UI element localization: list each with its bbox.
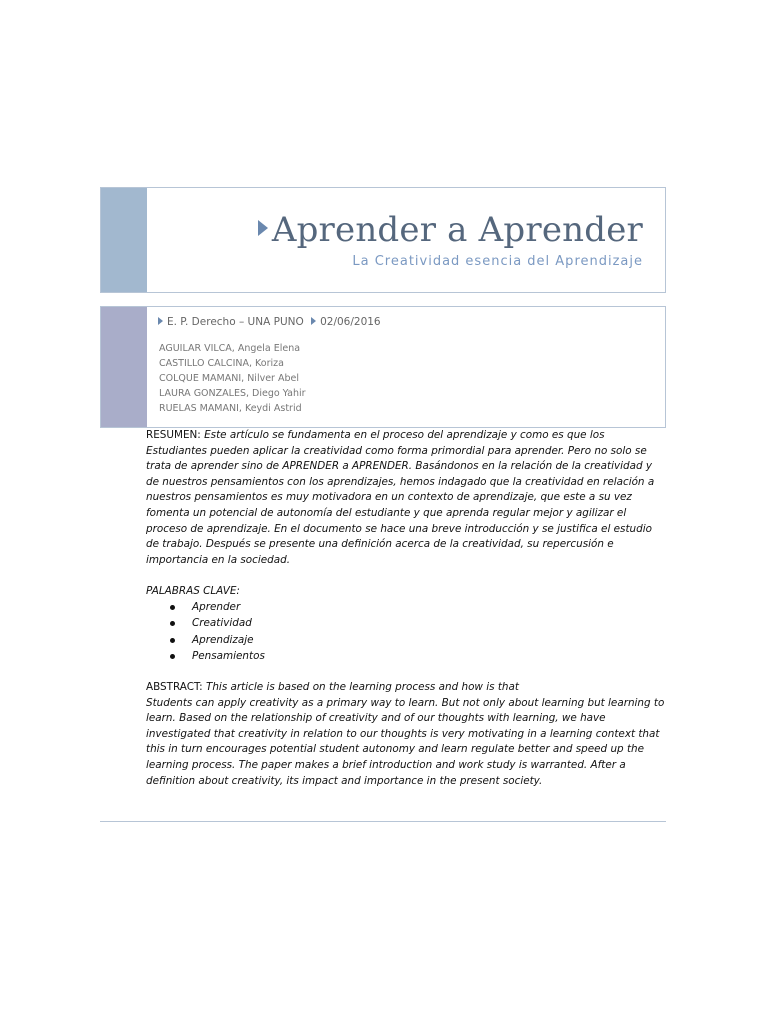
- keywords-heading: PALABRAS CLAVE:: [146, 585, 240, 598]
- abstract-first-line: [146, 680, 666, 696]
- abstract-first-line-text: This article is based on the learning process and how is that: [206, 680, 519, 693]
- author-name: LAURA GONZALES, Diego Yahir: [159, 388, 306, 399]
- info-block: [100, 306, 666, 428]
- author-list: [159, 341, 306, 416]
- abstract-paragraph: [146, 680, 666, 789]
- abstract-text: Students can apply creativity as a primary way to learn. But not only about learning but learning to learn. Based on the relationship of creativity and of our thoughts with learning, we have investigated that creativity in relation to our thoughts is very motivating in a learning context that this in turn encourages potential student autonomy and learn regulate better and speed up the learning process. The paper makes a brief introduction and work study is warranted. After a definition about creativity, its impact and importance in the present society.: [146, 696, 665, 787]
- triangle-bullet-icon: [258, 220, 268, 236]
- author-name: COLQUE MAMANI, Nilver Abel: [159, 373, 299, 384]
- triangle-bullet-icon: [311, 317, 316, 325]
- document-date: 02/06/2016: [320, 316, 381, 328]
- document-subtitle: La Creatividad esencia del Aprendizaje: [352, 254, 643, 269]
- keyword-text: Creatividad: [192, 617, 252, 630]
- list-item: [146, 600, 666, 617]
- bullet-icon: [170, 605, 175, 610]
- keyword-text: Aprender: [192, 600, 241, 613]
- document-title-text: Aprender a Aprender: [271, 210, 643, 250]
- list-item: [146, 633, 666, 650]
- list-item: [146, 649, 666, 666]
- bullet-icon: [170, 621, 175, 626]
- resumen-text: Este artículo se fundamenta en el proceso del aprendizaje y como es que los Estudiantes pueden aplicar la creatividad como forma primordial para aprender. Pero no solo se trata de aprender sino de APRENDER a APRENDER. Basándonos en la relación de la creatividad y de nuestros pensamientos con los aprendizajes, hemos indagado que la creatividad en relación a nuestros pensamientos es muy motivadora en un contexto de aprendizaje, que este a su vez fomenta un potencial de autonomía del estudiante y que aprenda regular mejor y agilizar el proceso de aprendizaje. En el documento se hace una breve introducción y se justifica el estudio de trabajo. Después se presente una definición acerca de la creatividad, su repercusión e importancia en la sociedad.: [146, 429, 655, 566]
- school-name: E. P. Derecho – UNA PUNO: [167, 316, 304, 328]
- bullet-icon: [170, 654, 175, 659]
- keyword-text: Aprendizaje: [192, 633, 254, 646]
- document-title: [258, 210, 643, 250]
- info-accent-bar: [101, 307, 147, 427]
- bullet-icon: [170, 638, 175, 643]
- author-name: CASTILLO CALCINA, Koriza: [159, 358, 284, 369]
- abstract-label: ABSTRACT:: [146, 680, 203, 693]
- keywords-list: [146, 600, 666, 666]
- info-meta-line: [158, 316, 381, 328]
- title-wrap: [258, 210, 643, 269]
- title-accent-bar: [101, 188, 147, 292]
- keyword-text: Pensamientos: [192, 650, 265, 663]
- resumen-label: RESUMEN:: [146, 429, 201, 441]
- bottom-divider: [100, 821, 666, 822]
- list-item: [146, 616, 666, 633]
- resumen-paragraph: [146, 428, 666, 568]
- triangle-bullet-icon: [158, 317, 163, 325]
- document-body: [146, 428, 666, 789]
- author-name: RUELAS MAMANI, Keydi Astrid: [159, 403, 302, 414]
- author-name: AGUILAR VILCA, Angela Elena: [159, 343, 301, 354]
- title-block: [100, 187, 666, 293]
